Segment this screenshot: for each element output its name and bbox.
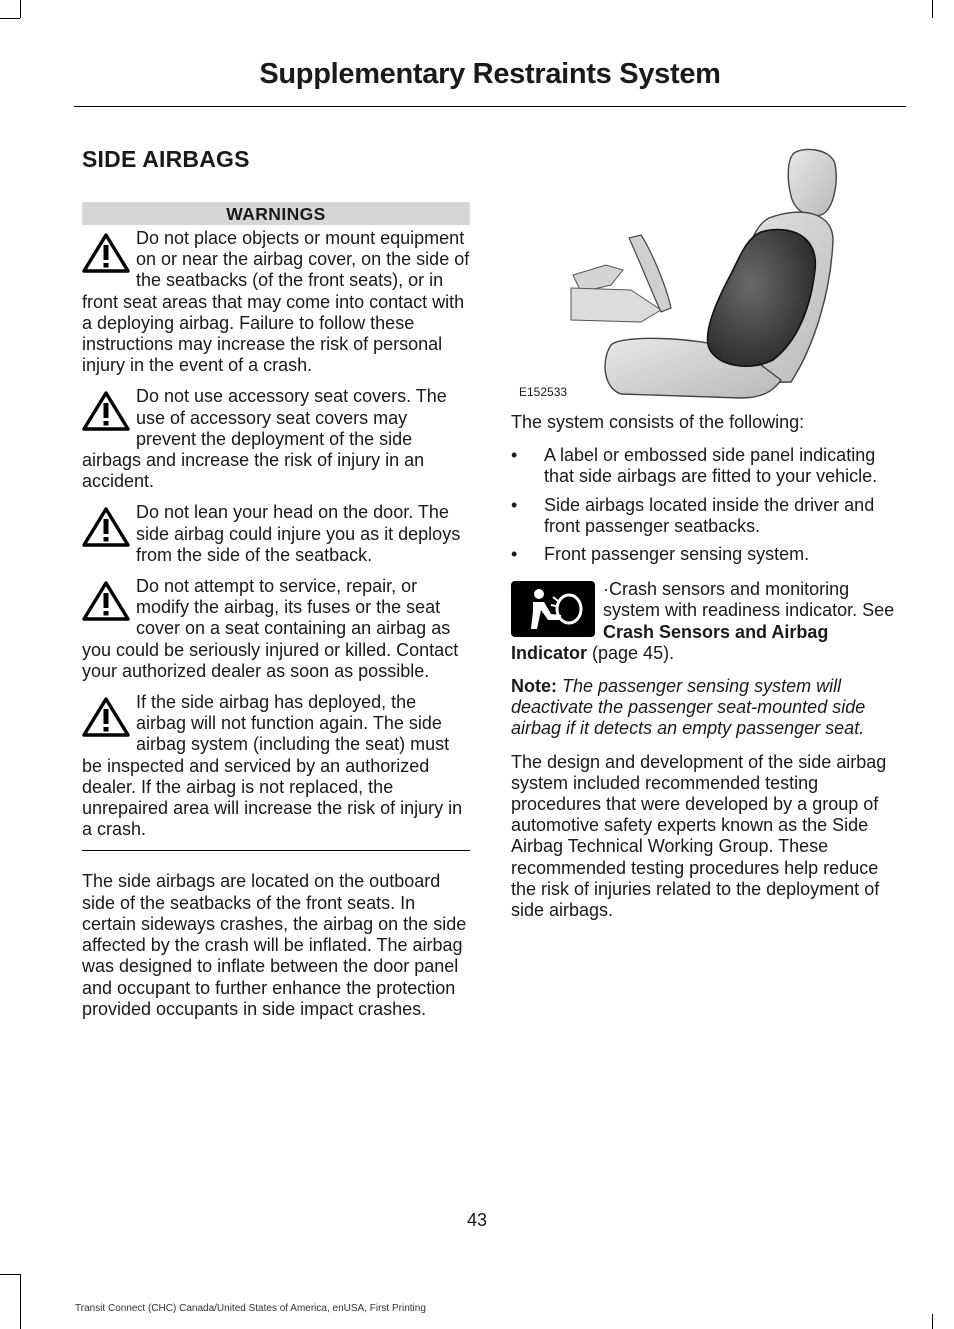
warning-item: Do not attempt to service, repair, or modify the airbag, its fuses or the seat cover on a seat containing an airbag as you could be seriously injured or killed. Contact your authorized dealer as soon as possible.	[82, 576, 459, 681]
warning-triangle-icon	[82, 232, 130, 274]
warning-item: Do not use accessory seat covers. The use of accessory seat covers may prevent the deployment of the side airbags and increase the risk of injury in an accident.	[82, 386, 447, 492]
right-column	[511, 140, 907, 933]
warning-item: Do not place objects or mount equipment on or near the airbag cover, on the side of the seatbacks (of the front seats), or in front seat areas that may come into contact with a deploying airbag. Failure to follow these instructions may increase the risk of personal injury in the event of a crash.	[82, 228, 470, 376]
list-item: • A label or embossed side panel indicating that side airbags are fitted to your vehicle.	[511, 445, 878, 487]
page-header-title: Supplementary Restraints System	[259, 58, 721, 90]
crop-mark	[0, 18, 20, 19]
warnings-end-rule	[82, 850, 470, 851]
warning-triangle-icon	[82, 506, 130, 548]
crop-mark	[20, 1274, 21, 1329]
seat-airbag-illustration	[511, 140, 907, 408]
warning-triangle-icon	[82, 580, 130, 622]
seat-airbag-drawing	[511, 140, 907, 408]
side-airbag-location-paragraph: The side airbags are located on the outboard side of the seatbacks of the front seats. In certain sideways crashes, the airbag on the side affected by the crash will be inflated. The airbag was designed to inflate between the door panel and occupant to further enhance the protection provided occupants in side impact crashes.	[82, 871, 467, 1019]
warnings-heading: WARNINGS	[82, 202, 470, 225]
footer-text: Transit Connect (CHC) Canada/United States of America, enUSA, First Printing	[75, 1303, 426, 1314]
design-paragraph: The design and development of the side airbag system included recommended testing procedures that were developed by a group of automotive safety experts known as the Side Airbag Technical Working Group. These recommended testing procedures help reduce the risk of injuries related to the deployment of side airbags.	[511, 751, 887, 921]
header-rule	[74, 106, 906, 107]
crop-mark	[0, 1274, 20, 1275]
indicator-paragraph: ·Crash sensors and monitoring system with readiness indicator. See Crash Sensors and Airbag Indicator (page 45).	[511, 579, 895, 663]
crop-mark	[20, 0, 21, 18]
left-column	[82, 146, 470, 1032]
warning-item: Do not lean your head on the door. The side airbag could injure you as it deploys from the side of the seatback.	[82, 502, 470, 566]
section-title: SIDE AIRBAGS	[82, 146, 250, 172]
crop-mark	[932, 1314, 933, 1329]
system-intro: The system consists of the following:	[511, 412, 805, 432]
warning-triangle-icon	[82, 390, 130, 432]
list-item: • Front passenger sensing system.	[511, 544, 810, 565]
list-item: • Side airbags located inside the driver and front passenger seatbacks.	[511, 494, 875, 536]
note-paragraph: Note: The passenger sensing system will deactivate the passenger seat-mounted side airbag if it detects an empty passenger seat.	[511, 676, 866, 739]
page-number: 43	[466, 1210, 488, 1230]
system-list	[511, 445, 907, 565]
figure-id: E152533	[519, 385, 568, 399]
warning-item: If the side airbag has deployed, the airbag will not function again. The side airbag system (including the seat) must be inspected and serviced by an authorized dealer. If the airbag is not replaced, the unrepaired area will increase the risk of injury in a crash.	[82, 692, 463, 840]
airbag-warning-indicator-icon	[511, 581, 595, 637]
crash-sensors-link[interactable]: Crash Sensors and Airbag Indicator	[511, 621, 829, 663]
crop-mark	[932, 0, 933, 18]
warning-triangle-icon	[82, 696, 130, 738]
